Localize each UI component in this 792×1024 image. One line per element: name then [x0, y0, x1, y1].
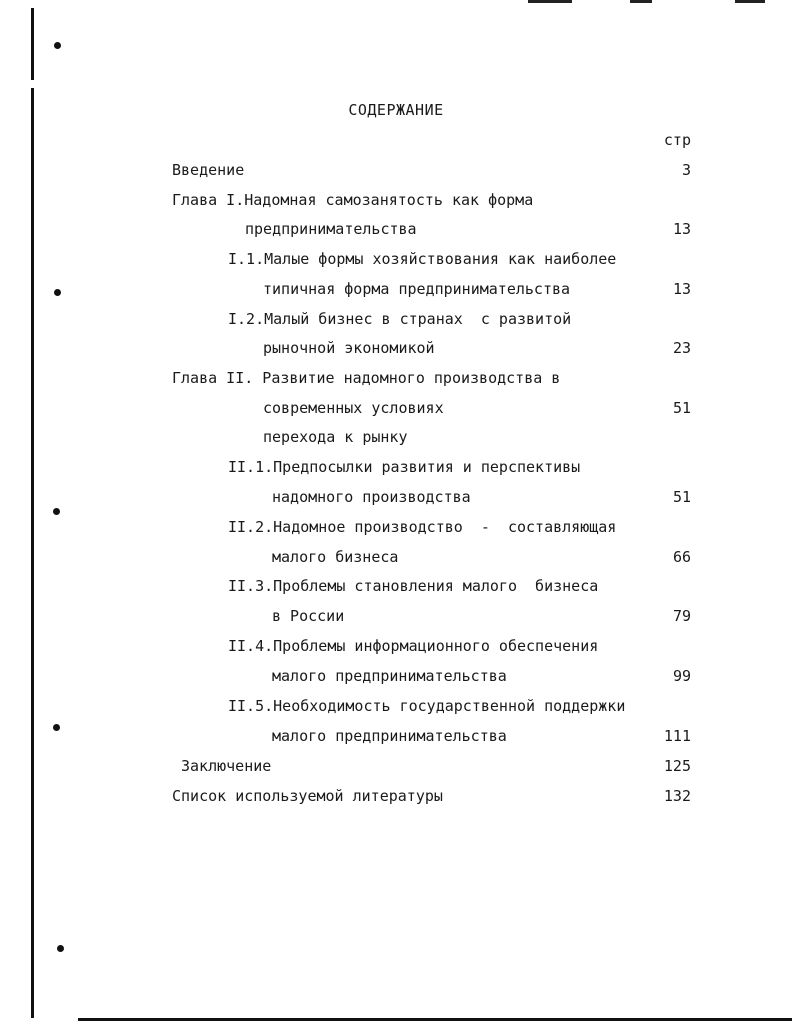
toc-entry-page: 79 — [672, 607, 691, 625]
top-scan-smudge — [735, 0, 765, 3]
toc-entry-text: I.2.Малый бизнес в странах с развитой — [228, 310, 572, 328]
top-scan-smudge — [630, 0, 652, 3]
toc-entry-text: перехода к рынку — [263, 428, 408, 446]
bottom-scan-edge — [78, 1018, 792, 1021]
punch-hole — [53, 724, 60, 731]
toc-entry-page: 99 — [672, 667, 691, 685]
punch-hole — [54, 42, 61, 49]
toc-entry-text: Глава II. Развитие надомного производства в — [172, 369, 561, 387]
left-scan-edge-lower — [31, 88, 34, 1018]
toc-entry-text: малого бизнеса — [272, 548, 399, 566]
toc-entry-text: современных условиях — [263, 399, 444, 417]
toc-entry-text: II.4.Проблемы информационного обеспечения — [228, 637, 599, 655]
toc-entry-text: Введение — [172, 161, 245, 179]
punch-hole — [57, 945, 64, 952]
toc-entry-page: 66 — [672, 548, 691, 566]
toc-entry-text: II.2.Надомное производство - составляющая — [228, 518, 617, 536]
toc-entry-text: типичная форма предпринимательства — [263, 280, 571, 298]
toc-entry-text: II.1.Предпосылки развития и перспективы — [228, 458, 581, 476]
punch-hole — [54, 289, 61, 296]
toc-entry-page: 3 — [681, 161, 691, 179]
toc-entry-text: II.5.Необходимость государственной поддержки — [228, 697, 626, 715]
toc-entry-text: надомного производства — [272, 488, 471, 506]
toc-entry-page: 51 — [672, 488, 691, 506]
toc-entry-page: 132 — [663, 787, 691, 805]
toc-entry-page: 51 — [672, 399, 691, 417]
punch-hole — [53, 508, 60, 515]
toc-entry-page: 13 — [672, 220, 691, 238]
toc-entry-text: Заключение — [181, 757, 272, 775]
toc-entry-page: 111 — [663, 727, 691, 745]
toc-entry-page: 125 — [663, 757, 691, 775]
toc-entry-page: 23 — [672, 339, 691, 357]
toc-entry-text: Список используемой литературы — [172, 787, 443, 805]
toc-entry-text: малого предпринимательства — [272, 727, 507, 745]
page-column-header: стр — [663, 131, 691, 149]
toc-entry-page: 13 — [672, 280, 691, 298]
toc-entry-text: предпринимательства — [245, 220, 417, 238]
toc-entry-text: II.3.Проблемы становления малого бизнеса — [228, 577, 599, 595]
toc-entry-text: I.1.Малые формы хозяйствования как наиболее — [228, 250, 617, 268]
toc-entry-text: малого предпринимательства — [272, 667, 507, 685]
toc-entry-text: Глава I.Надомная самозанятость как форма — [172, 191, 534, 209]
toc-entry-text: рыночной экономикой — [263, 339, 435, 357]
page-title: СОДЕРЖАНИЕ — [348, 101, 444, 119]
top-scan-smudge — [528, 0, 572, 3]
left-scan-edge — [31, 8, 34, 80]
toc-entry-text: в России — [272, 607, 345, 625]
